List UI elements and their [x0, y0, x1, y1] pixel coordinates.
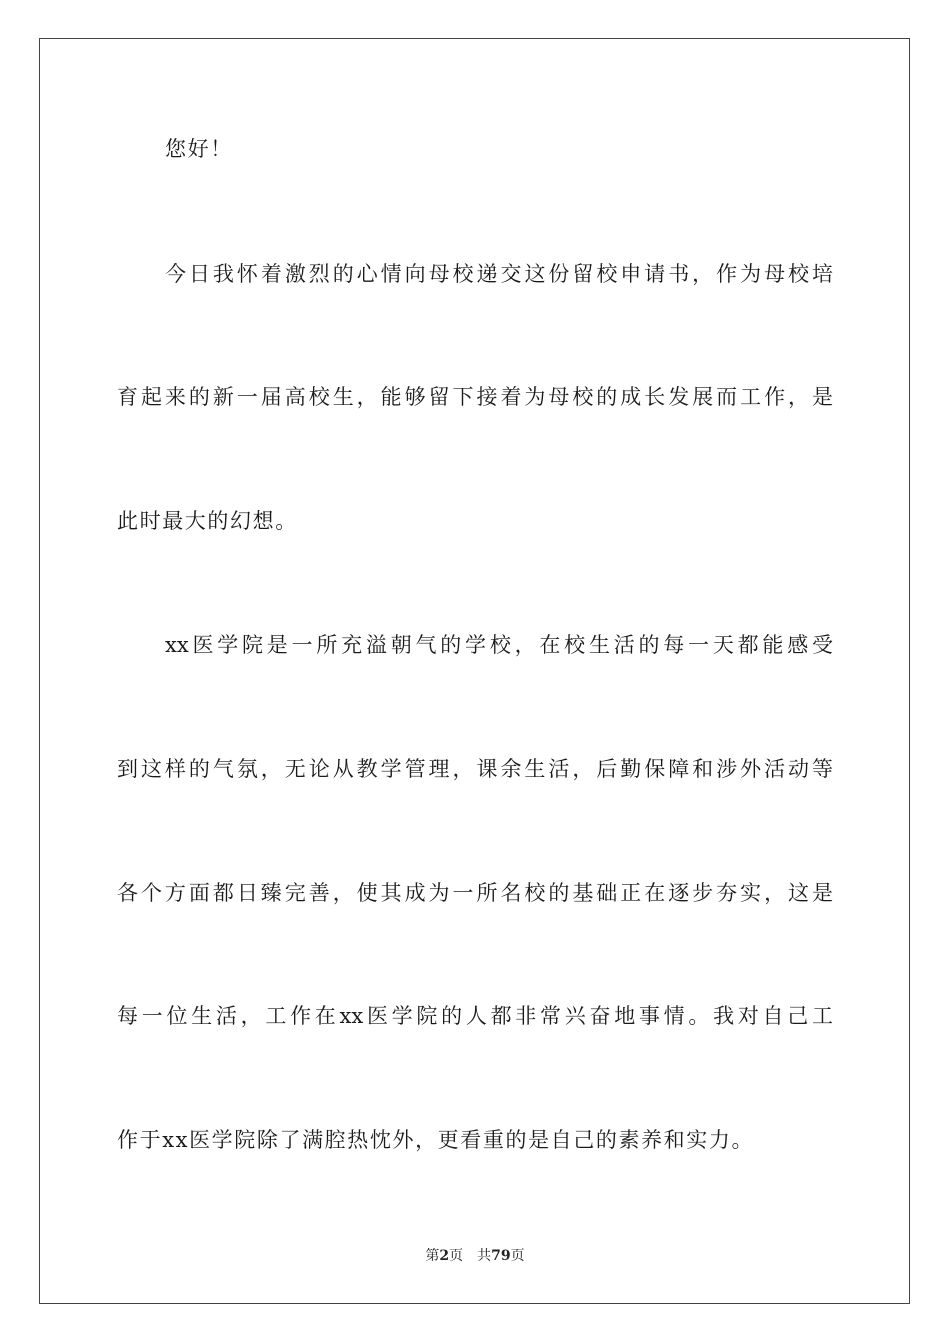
paragraph-1-line-1: 今日我怀着激烈的心情向母校递交这份留校申请书，作为母校培 [165, 262, 833, 286]
paragraph-2-line-3: 各个方面都日臻完善，使其成为一所名校的基础正在逐步夯实，这是 [117, 881, 833, 905]
page-border [39, 38, 910, 1304]
paragraph-1-line-3: 此时最大的幻想。 [117, 509, 298, 533]
greeting-line: 您好！ [165, 137, 233, 161]
total-pages: 79 [491, 1248, 511, 1264]
total-prefix: 共 [477, 1248, 492, 1264]
paragraph-1-line-2: 育起来的新一届高校生，能够留下接着为母校的成长发展而工作，是 [117, 385, 833, 409]
page-footer [0, 1246, 950, 1266]
total-suffix: 页 [510, 1248, 525, 1264]
paragraph-2-line-5: 作于xx医学院除了满腔热忱外，更看重的是自己的素养和实力。 [117, 1128, 755, 1152]
page-suffix: 页 [449, 1248, 464, 1264]
page-prefix: 第 [425, 1248, 440, 1264]
paragraph-2-line-1: xx医学院是一所充溢朝气的学校，在校生活的每一天都能感受 [165, 633, 833, 657]
paragraph-2-line-2: 到这样的气氛，无论从教学管理，课余生活，后勤保障和涉外活动等 [117, 757, 833, 781]
page-number: 2 [439, 1248, 450, 1264]
paragraph-2-line-4: 每一位生活，工作在xx医学院的人都非常兴奋地事情。我对自己工 [117, 1004, 833, 1028]
